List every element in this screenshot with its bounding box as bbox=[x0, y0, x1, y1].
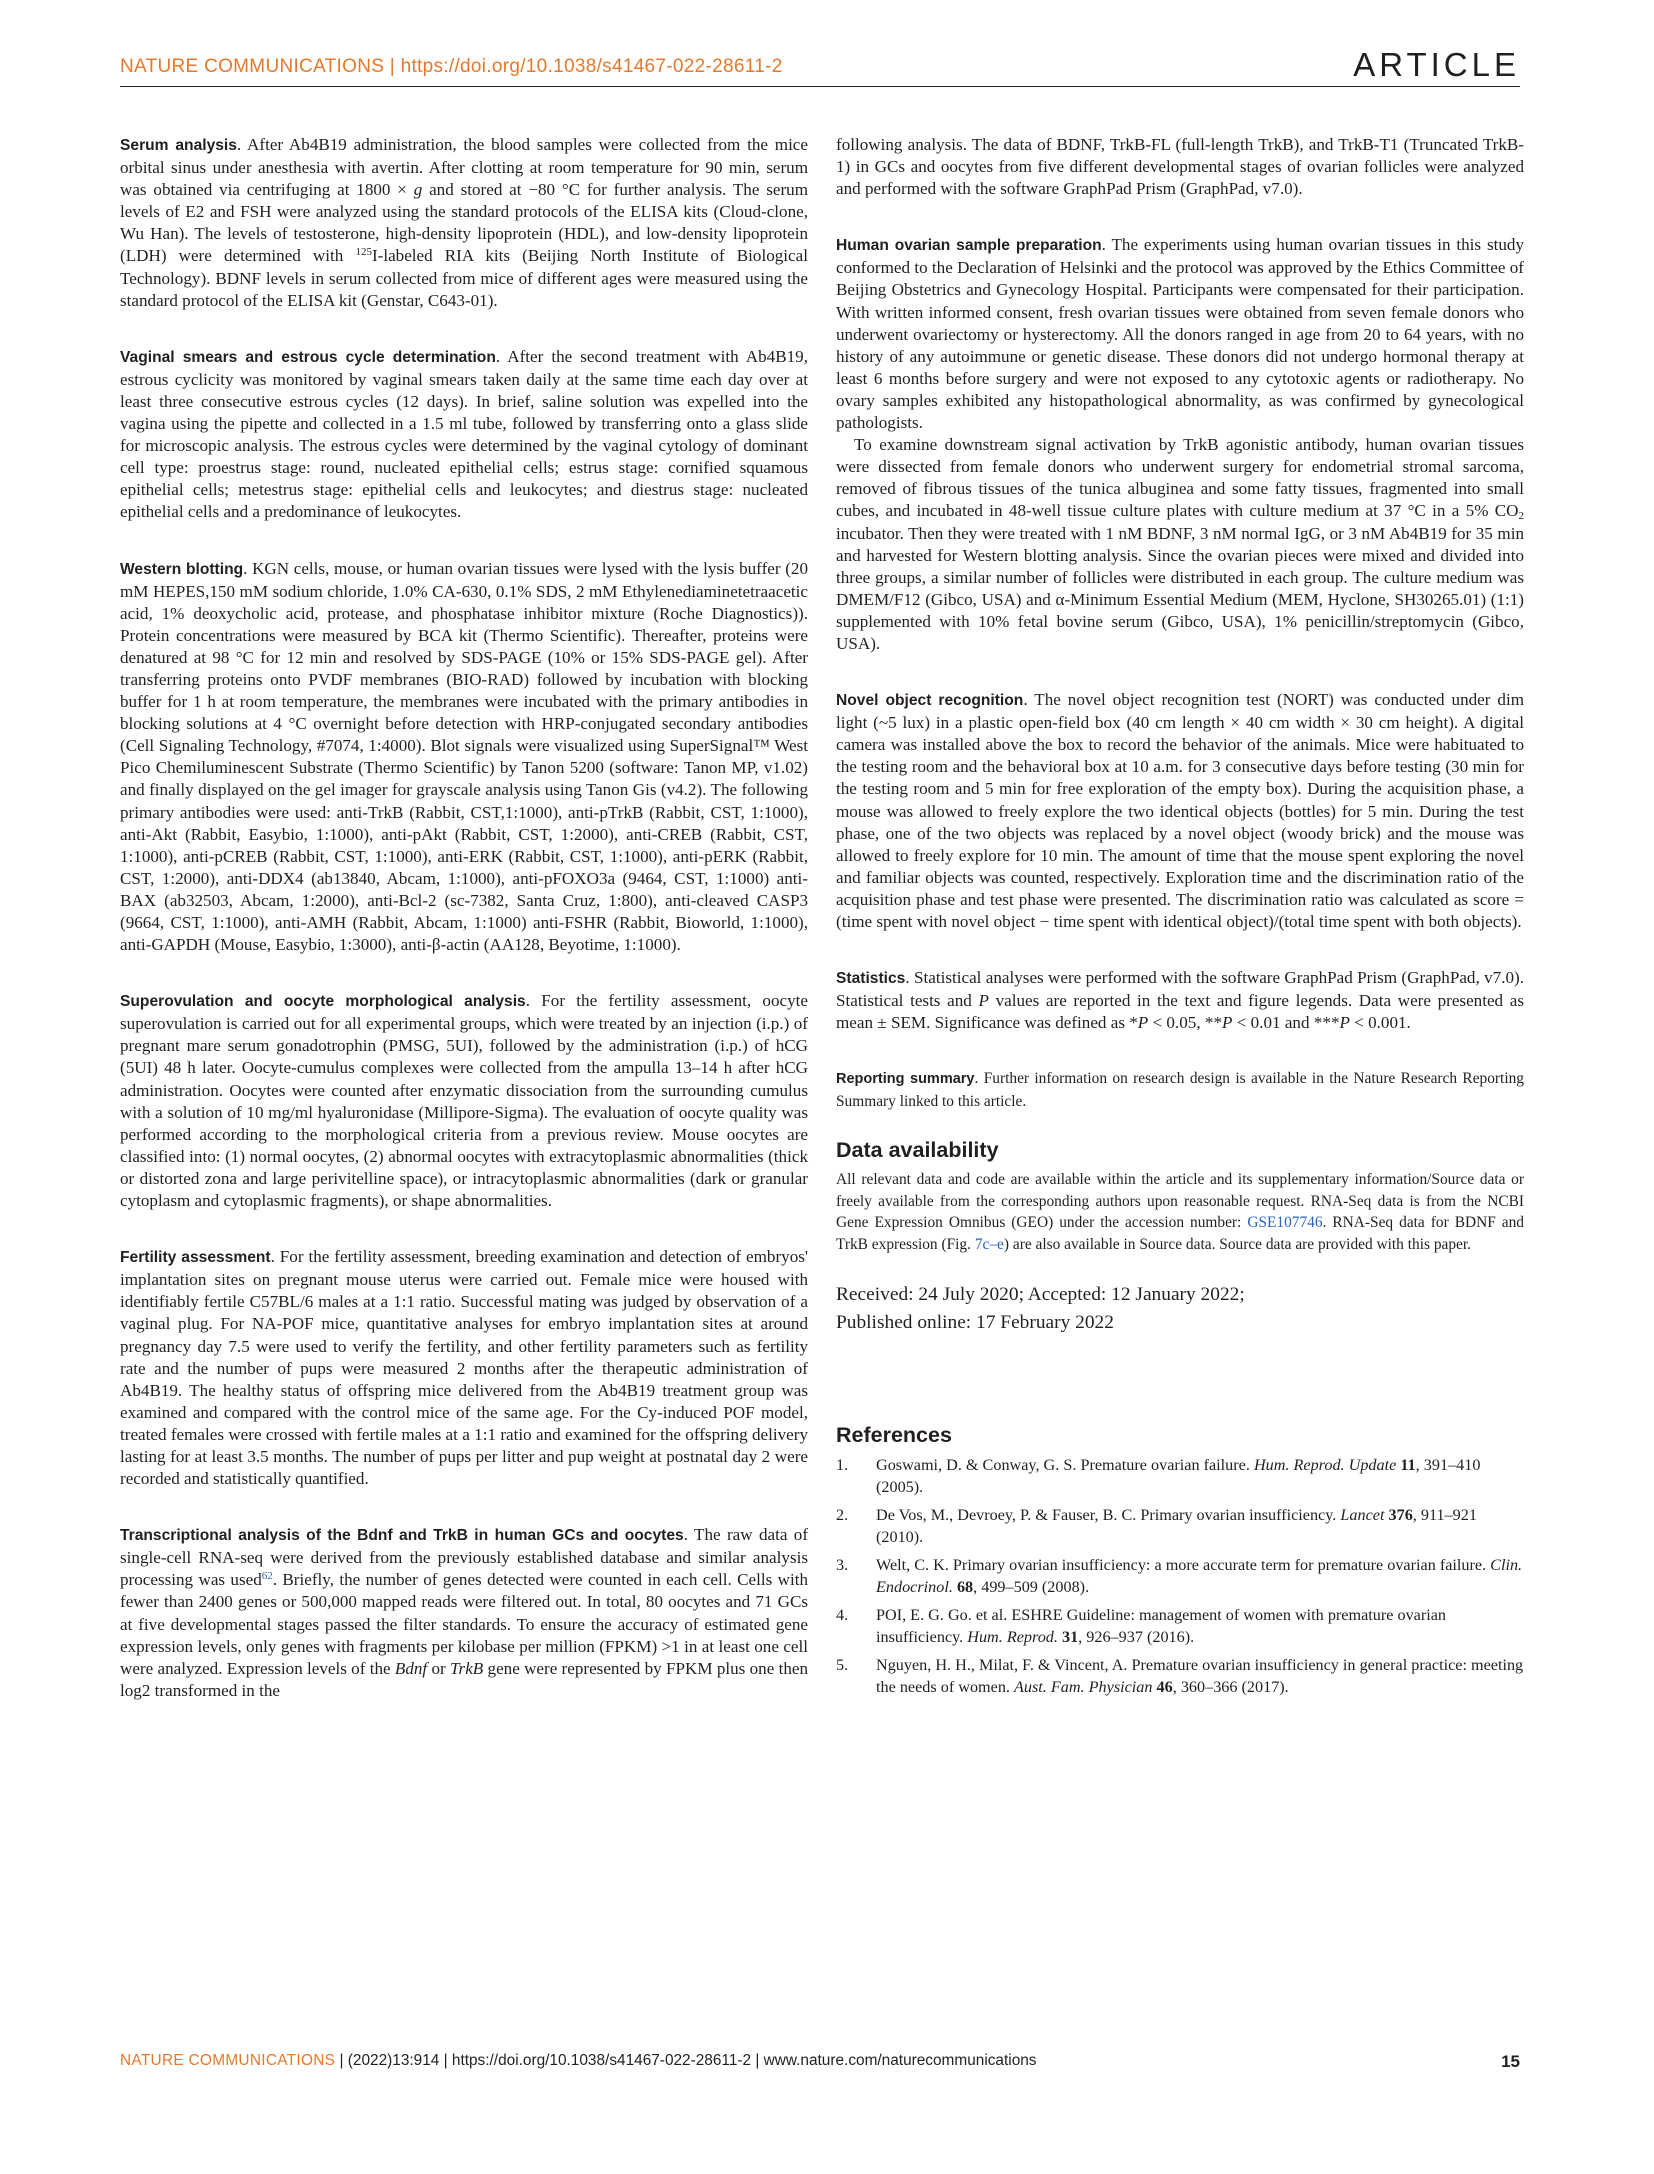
volume: 46 bbox=[1152, 1678, 1173, 1697]
text: , 911–921 (2010). bbox=[876, 1506, 1477, 1547]
section-serum-analysis bbox=[120, 134, 808, 312]
publication-dates bbox=[836, 1281, 1524, 1337]
text: gene were represented by FPKM plus one then log2 transformed in the bbox=[120, 1658, 808, 1700]
italic-text: P bbox=[1137, 1013, 1149, 1033]
italic-text: P bbox=[1339, 1013, 1350, 1033]
run-in-heading: Human ovarian sample preparation bbox=[836, 237, 1102, 255]
paragraph bbox=[836, 689, 1524, 933]
footer-citation-text[interactable]: | (2022)13:914 | https://doi.org/10.1038/s41467-022-28611-2 | www.nature.com/naturecommunications bbox=[335, 2052, 1037, 2069]
text: . KGN cells, mouse, or human ovarian tissues were lysed with the lysis buffer (20 mM HEPES,150 mM sodium chloride, 1.0% CA-630, 0.1% SDS, 2 mM Ethylenediaminetetraacetic acid, 1% deoxycholic acid, protease, and phosphatase inhibitor mixture (Roche Diagnostics)). Protein concentrations were measured by BCA kit (Thermo Scientific). Thereafter, proteins were denatured at 98 °C for 12 min and resolved by SDS-PAGE (10% or 15% SDS-PAGE gel). After transferring proteins onto PVDF membranes (BIO-RAD) followed by incubation with blocking buffer for 1 h at room temperature, the membranes were incubated with the primary antibodies in blocking solutions at 4 °C overnight before detection with HRP-conjugated secondary antibodies (Cell Signaling Technology, #7074, 1:4000). Blot signals were visualized using SuperSignal™ West Pico Chemiluminescent Substrate (Thermo Scientific) by Tanon 5200 (software: Tanon MP, v1.02) and finally displayed on the gel imager for grayscale analysis using Tanon Gis (v4.2). The following primary antibodies were used: anti-TrkB (Rabbit, CST,1:1000), anti-pTrkB (Rabbit, CST, 1:1000), anti-Akt (Rabbit, Easybio, 1:1000), anti-pAkt (Rabbit, CST, 1:2000), anti-CREB (Rabbit, CST, 1:1000), anti-pCREB (Rabbit, CST, 1:1000), anti-ERK (Rabbit, CST, 1:1000), anti-pERK (Rabbit, CST, 1:2000), anti-DDX4 (ab13840, Abcam, 1:1000), anti-pFOXO3a (9464, CST, 1:1000) anti-BAX (ab32503, Abcam, 1:2000), anti-Bcl-2 (sc-7382, Santa Cruz, 1:800), anti-cleaved CASP3 (9664, CST, 1:1000), anti-AMH (Rabbit, Abcam, 1:1000) anti-FSHR (Rabbit, Bioworld, 1:1000), anti-GAPDH (Mouse, Easybio, 1:3000), anti-β-actin (AA128, Beyotime, 1:1000). bbox=[120, 558, 808, 955]
italic-text: Bdnf bbox=[394, 1658, 428, 1678]
text: . Briefly, the number of genes detected were counted in each cell. Cells with fewer than 2400 genes or 500,000 mapped reads were filtered out. In total, 80 oocytes and 71 GCs at five developmental stages passed the filter standards. To ensure the accuracy of estimated gene expression levels, only genes with fragments per kilobase per million (FPKM) >1 in at least one cell were analyzed. Expression levels of the bbox=[120, 1570, 808, 1678]
text: . RNA-Seq data for BDNF and TrkB expression (Fig. bbox=[836, 1214, 1524, 1253]
run-in-heading: Western blotting bbox=[120, 560, 244, 578]
section-heading: Data availability bbox=[836, 1138, 999, 1163]
section-references bbox=[836, 1423, 1524, 1698]
italic-text: g bbox=[413, 180, 423, 200]
text: < 0.001. bbox=[1349, 1013, 1411, 1033]
journal-name: Clin. Endocrinol. bbox=[876, 1556, 1523, 1597]
paragraph bbox=[836, 967, 1524, 1034]
run-in-heading: Fertility assessment bbox=[120, 1249, 271, 1267]
citation-link[interactable]: 62 bbox=[261, 1570, 273, 1583]
run-in-heading: Superovulation and oocyte morphological analysis bbox=[120, 993, 526, 1011]
text: , 360–366 (2017). bbox=[1172, 1678, 1289, 1697]
italic-text: P bbox=[1222, 1013, 1233, 1033]
volume: 68 bbox=[952, 1578, 974, 1597]
journal-name: Lancet bbox=[1340, 1506, 1385, 1525]
paragraph bbox=[836, 1169, 1524, 1255]
paragraph bbox=[120, 346, 808, 524]
section-reporting-summary bbox=[836, 1068, 1524, 1112]
paragraph bbox=[120, 134, 808, 312]
text: , 391–410 (2005). bbox=[876, 1456, 1481, 1497]
section-western-blotting bbox=[120, 558, 808, 957]
published-date: Published online: 17 February 2022 bbox=[836, 1312, 1114, 1334]
reference-item bbox=[836, 1604, 1524, 1648]
text: . Further information on research design is available in the Nature Research Reporting Summary linked to this article. bbox=[836, 1070, 1524, 1110]
text: . For the fertility assessment, oocyte superovulation is carried out for all experimental groups, which were treated by an injection (i.p.) of pregnant mare serum gonadotrophin (PMSG, 5UI), followed by the administration (i.p.) of hCG (5UI) 48 h later. Oocyte-cumulus complexes were collected from the ampulla 13–14 h after hCG administration. Oocytes were counted after enzymatic dissociation from the surrounding cumulus with a solution of 10 mg/ml hyaluronidase (Millipore-Sigma). The evaluation of oocyte quality was performed according to the morphological criteria from a previous review. Mouse oocytes are classified into: (1) normal oocytes, (2) abnormal oocytes with extracytoplasmic abnormalities (thick or distorted zona and large perivitelline space), or intracytoplasmic abnormalities (dark or granular cytoplasm and cytoplasmic fragments), or shape abnormalities. bbox=[120, 991, 808, 1211]
reference-item bbox=[836, 1554, 1524, 1598]
text: or bbox=[427, 1658, 450, 1678]
volume: 31 bbox=[1057, 1628, 1079, 1647]
page-footer bbox=[120, 2052, 1520, 2076]
section-statistics bbox=[836, 967, 1524, 1034]
text: . After Ab4B19 administration, the blood samples were collected from the mice orbital sinus under anesthesia with avertin. After clotting at room temperature for 90 min, serum was obtained via centrifuging at 1800 × bbox=[120, 135, 808, 200]
journal-name: Aust. Fam. Physician bbox=[1014, 1678, 1153, 1697]
section-vaginal-smears bbox=[120, 346, 808, 524]
reference-item bbox=[836, 1654, 1524, 1698]
volume: 376 bbox=[1384, 1506, 1413, 1525]
text: All relevant data and code are available within the article and its supplementary information/Source data or freely available from the corresponding authors upon reasonable request. RNA-Seq data is from the NCBI Gene Expression Omnibus (GEO) under the accession number: bbox=[836, 1171, 1524, 1232]
run-in-heading: Transcriptional analysis of the Bdnf and TrkB in human GCs and oocytes bbox=[120, 1527, 684, 1545]
journal-doi-header[interactable]: NATURE COMMUNICATIONS | https://doi.org/10.1038/s41467-022-28611-2 bbox=[120, 56, 783, 77]
left-column bbox=[120, 134, 808, 1736]
figure-link[interactable]: 7c–e bbox=[974, 1235, 1004, 1253]
text: , 499–509 (2008). bbox=[973, 1578, 1090, 1597]
paragraph bbox=[836, 1068, 1524, 1112]
paragraph bbox=[120, 1246, 808, 1490]
text: De Vos, M., Devroey, P. & Fauser, B. C. Primary ovarian insufficiency. bbox=[876, 1506, 1341, 1525]
reference-item bbox=[836, 1504, 1524, 1548]
run-in-heading: Reporting summary bbox=[836, 1071, 975, 1088]
section-superovulation bbox=[120, 990, 808, 1212]
footer-journal-name: NATURE COMMUNICATIONS bbox=[120, 2052, 336, 2069]
received-accepted-dates: Received: 24 July 2020; Accepted: 12 January 2022; bbox=[836, 1284, 1245, 1306]
text: incubator. Then they were treated with 1 nM BDNF, 3 nM normal IgG, or 3 nM Ab4B19 for 35 min and harvested for Western blotting analysis. Since the ovarian pieces were mixed and divided into three groups, a similar number of follicles were distributed in each group. The culture medium was DMEM/F12 (Gibco, USA) and α-Minimum Essential Medium (MEM, Hyclone, SH30265.01) (1:1) supplemented with 10% fetal bovine serum (Gibco, USA), 1% penicillin/streptomycin (Gibco, USA). bbox=[836, 523, 1524, 653]
italic-text: TrkB bbox=[449, 1658, 484, 1678]
article-label: ARTICLE bbox=[1353, 46, 1520, 83]
page-number: 15 bbox=[1501, 2052, 1520, 2071]
reference-number: 4. bbox=[836, 1606, 849, 1625]
text: To examine downstream signal activation by TrkB agonistic antibody, human ovarian tissues were dissected from female donors who underwent surgery for endometrial stromal sarcoma, removed of fibrous tissues of the tunica albuginea and some fatty tissues, fragmented into small cubes, and incubated in 48-well tissue culture plates with culture medium at 37 °C in a 5% CO bbox=[836, 435, 1524, 521]
subscript: 2 bbox=[1518, 510, 1524, 523]
text: . Statistical analyses were performed with the software GraphPad Prism (GraphPad, v7.0). Statistical tests and bbox=[836, 968, 1524, 1011]
header-rule bbox=[120, 86, 1520, 87]
section-continuation bbox=[836, 134, 1524, 200]
superscript: 125 bbox=[355, 246, 372, 259]
text: Welt, C. K. Primary ovarian insufficiency: a more accurate term for premature ovarian failure. bbox=[876, 1556, 1491, 1575]
right-column bbox=[836, 134, 1524, 1704]
text: . For the fertility assessment, breeding examination and detection of embryos' implantation sites on pregnant mouse uterus were carried out. Female mice were housed with identifiably fertile C57BL/6 males at a 1:1 ratio. Successful mating was judged by observation of a vaginal plug. For NA-POF mice, quantitative analyses for embryo implantation sites at around pregnancy day 7.5 were used to verify the fertility, and other fertility parameters such as fertility rate and the number of pups were measured 2 months after the therapeutic administration of Ab4B19. The healthy status of offspring mice delivered from the Ab4B19 treatment group was examined and compared with the control mice of the same age. For the Cy-induced POF model, treated females were crossed with fertile males at a 1:1 ratio and examined for the offspring delivery lasting for at least 3.5 months. The number of pups per litter and pup weight at postnatal day 2 were recorded and statistically quantified. bbox=[120, 1247, 808, 1489]
paragraph bbox=[836, 234, 1524, 434]
paragraph: following analysis. The data of BDNF, TrkB-FL (full-length TrkB), and TrkB-T1 (Truncated TrkB-1) in GCs and oocytes from five different developmental stages of ovarian follicles were analyzed and performed with the software GraphPad Prism (GraphPad, v7.0). bbox=[836, 135, 1524, 199]
text: ) are also available in Source data. Source data are provided with this paper. bbox=[1003, 1235, 1471, 1253]
italic-text: P bbox=[978, 991, 989, 1011]
paragraph bbox=[120, 990, 808, 1212]
section-fertility-assessment bbox=[120, 1246, 808, 1490]
reference-number: 3. bbox=[836, 1556, 849, 1575]
text: Nguyen, H. H., Milat, F. & Vincent, A. Premature ovarian insufficiency in general practice: meeting the needs of women. bbox=[876, 1656, 1524, 1697]
run-in-heading: Novel object recognition bbox=[836, 692, 1024, 710]
section-novel-object-recognition bbox=[836, 689, 1524, 933]
text: < 0.05, ** bbox=[1148, 1013, 1222, 1033]
geo-accession-link[interactable]: GSE107746 bbox=[1247, 1214, 1323, 1232]
reference-item bbox=[836, 1454, 1524, 1498]
volume: 11 bbox=[1396, 1456, 1416, 1475]
section-data-availability bbox=[836, 1138, 1524, 1255]
footer-citation bbox=[120, 2052, 1037, 2070]
text: . The raw data of single-cell RNA-seq were derived from the previously established database and similar analysis processing was used bbox=[120, 1525, 809, 1590]
text: , 926–937 (2016). bbox=[1078, 1628, 1195, 1647]
text: . After the second treatment with Ab4B19, estrous cyclicity was monitored by vaginal smears taken daily at the same time each day over at least three consecutive estrous cycles (12 days). In brief, saline solution was expelled into the vagina using the pipette and collected in a 1.5 ml tube, followed by transferring onto a glass slide for microscopic analysis. The estrous cycles were determined by the vaginal cytology of dominant cell type: proestrus stage: round, nucleated epithelial cells; estrus stage: cornified squamous epithelial cells; metestrus stage: epithelial cells and leukocytes; and diestrus stage: nucleated epithelial cells and a predominance of leukocytes. bbox=[120, 346, 808, 522]
text: < 0.01 and *** bbox=[1232, 1013, 1340, 1033]
text: Goswami, D. & Conway, G. S. Premature ovarian failure. bbox=[876, 1456, 1254, 1475]
reference-list bbox=[836, 1454, 1524, 1698]
running-header bbox=[120, 48, 1520, 84]
section-heading: References bbox=[836, 1423, 952, 1448]
reference-number: 1. bbox=[836, 1456, 849, 1475]
reference-number: 2. bbox=[836, 1506, 849, 1525]
text: and stored at −80 °C for further analysis. The serum levels of E2 and FSH were analyzed using the standard protocols of the ELISA kits (Cloud-clone, Wu Han). The levels of testosterone, high-density lipoprotein (HDL), and low-density lipoprotein (LDH) were determined with bbox=[120, 180, 808, 266]
text: POI, E. G. Go. et al. ESHRE Guideline: management of women with premature ovarian insufficiency. bbox=[876, 1606, 1447, 1647]
journal-name: Hum. Reprod. Update bbox=[1253, 1456, 1397, 1475]
paragraph bbox=[836, 434, 1524, 655]
section-transcriptional-analysis bbox=[120, 1524, 808, 1702]
paragraph bbox=[120, 558, 808, 957]
text: values are reported in the text and figure legends. Data were presented as mean ± SEM. Significance was defined as * bbox=[836, 991, 1524, 1033]
text: I-labeled RIA kits (Beijing North Institute of Biological Technology). BDNF levels in serum collected from mice of different ages were measured using the standard protocol of the ELISA kit (Genstar, C643-01). bbox=[120, 246, 808, 310]
reference-number: 5. bbox=[836, 1656, 849, 1675]
paragraph bbox=[120, 1524, 808, 1702]
text: . The experiments using human ovarian tissues in this study conformed to the Declaration of Helsinki and the protocol was approved by the Ethics Committee of Beijing Obstetrics and Gynecology Hospital. Participants were compensated for their participation. With written informed consent, fresh ovarian tissues were obtained from seven female donors who underwent ovariectomy or hysterectomy. All the donors ranged in age from 20 to 64 years, with no history of any autoimmune or genetic disease. These donors did not undergo hormonal therapy at least 6 months before surgery and were not exposed to any cytotoxic agents or radiotherapy. No ovary samples exhibited any histopathological abnormality, as was confirmed by gynecological pathologists. bbox=[836, 235, 1524, 433]
run-in-heading: Statistics bbox=[836, 970, 906, 988]
run-in-heading: Serum analysis bbox=[120, 137, 237, 154]
text: . The novel object recognition test (NORT) was conducted under dim light (~5 lux) in a plastic open-field box (40 cm length × 40 cm width × 30 cm height). A digital camera was installed above the box to record the behavior of the animals. Mice were habituated to the testing room and the behavioral box at 10 a.m. for 3 consecutive days before testing (30 min for the testing room and 5 min for free exploration of the empty box). During the acquisition phase, a mouse was allowed to freely explore the two identical objects (bottles) for 5 min. During the test phase, one of the two objects was replaced by a novel object (woody brick) and the mouse was allowed to freely explore for 10 min. The amount of time that the mouse spent exploring the novel and familiar objects was counted, respectively. Exploration time and the discrimination ratio of the acquisition phase and test phase were presented. The discrimination ratio was calculated as score = (time spent with novel object − time spent with identical object)/(total time spent with both objects). bbox=[836, 690, 1524, 931]
section-human-ovarian-sample bbox=[836, 234, 1524, 655]
run-in-heading: Vaginal smears and estrous cycle determination bbox=[120, 348, 496, 366]
journal-name: Hum. Reprod. bbox=[967, 1628, 1058, 1647]
